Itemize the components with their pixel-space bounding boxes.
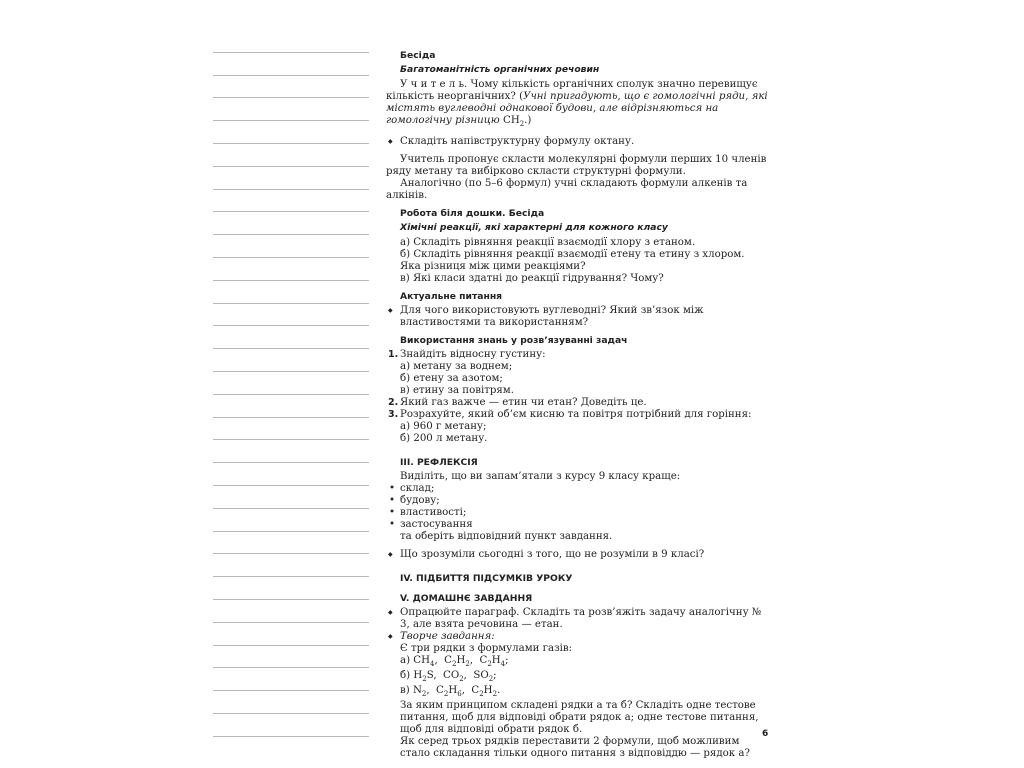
task-3-b: б) 200 л метану. — [400, 433, 488, 445]
note-line — [213, 440, 369, 463]
note-line — [213, 53, 369, 76]
paragraph-alkenes: Аналогічно (по 5–6 формул) учні складають формули алкенів та алкінів. — [386, 178, 748, 202]
reflection-item: • склад; — [386, 483, 768, 495]
row-a: а) $CH_4$, $C_2H_2$, $C_2H_4$; — [400, 655, 509, 669]
homework-question-1: За яким принципом складені рядки а та б? Складіть одне тестове питання, щоб для відповіді обрати рядок а; одне тестове питання, щоб для відповіді обрати рядок б. — [400, 700, 759, 736]
note-line — [213, 395, 369, 418]
heading-summary: IV. ПІДБИТТЯ ПІДСУМКІВ УРОКУ — [400, 573, 573, 585]
reflection-item: • застосування — [386, 519, 768, 531]
task-octane: ◆ Складіть напівструктурну формулу октану. — [386, 136, 768, 148]
note-line — [213, 190, 369, 213]
homework-creative: ◆ Творче завдання: — [386, 631, 768, 643]
notes-lines — [213, 30, 369, 737]
heading-actual: Актуальне питання — [400, 291, 503, 303]
note-line — [213, 623, 369, 646]
rows-intro: Є три рядки з формулами газів: — [400, 643, 573, 655]
reflection-question: ◆ Що зрозуміли сьогодні з того, що не розуміли в 9 класі? — [386, 549, 768, 561]
actual-question: ◆ Для чого використовують вуглеводні? Який зв’язок між властивостями та використанням? — [386, 305, 768, 329]
note-line — [213, 646, 369, 669]
task-1-a: а) метану за воднем; — [400, 361, 513, 373]
note-line — [213, 258, 369, 281]
teacher-question: У ч и т е л ь. Чому кількість органічних сполук значно перевищує кількість неорганічних? (Учні пригадують, що є гомологічні ряди, які містять вуглеводні однакової будови, але відрізняються на гомологічну різницю $CH_2$.) — [386, 79, 768, 129]
note-line — [213, 76, 369, 99]
task-3: 3. Розрахуйте, який об’єм кисню та повітря потрібний для горіння: — [388, 409, 752, 421]
reflection-item: • властивості; — [386, 507, 768, 519]
homework-question-2: Як серед трьох рядків переставити 2 формули, щоб можливим стало складання тільки одного питання з відповіддю — рядок а? — [400, 736, 750, 760]
note-line — [213, 167, 369, 190]
reflection-item: • будову; — [386, 495, 768, 507]
note-line — [213, 349, 369, 372]
homework-task-1: ◆ Опрацюйте параграф. Складіть та розв’яжіть задачу аналогічну № 3, але взята речовина — етан. — [386, 607, 768, 631]
note-line — [213, 281, 369, 304]
note-line — [213, 326, 369, 349]
subheading-diversity: Багатоманітність органічних речовин — [400, 64, 600, 75]
note-line — [213, 304, 369, 327]
note-line — [213, 691, 369, 714]
subheading-reactions: Хімічні реакції, які характерні для кожного класу — [400, 222, 668, 234]
heading-reflection: ІІІ. РЕФЛЕКСІЯ — [400, 457, 478, 469]
note-line — [213, 212, 369, 235]
task-1-b: б) етену за азотом; — [400, 373, 503, 385]
paragraph-methane: Учитель пропонує скласти молекулярні формули перших 10 членів ряду метану та вибірково скласти структурні формули. — [386, 154, 767, 178]
page-content — [386, 50, 768, 760]
note-line — [213, 486, 369, 509]
note-line — [213, 30, 369, 53]
note-line — [213, 98, 369, 121]
page-number: 6 — [762, 729, 769, 739]
task-1: 1. Знайдіть відносну густину: — [388, 349, 546, 361]
heading-tasks: Використання знань у розв’язуванні задач — [400, 335, 628, 347]
note-line — [213, 418, 369, 441]
row-c: в) $N_2$, $C_2H_6$, $C_2H_2$. — [400, 685, 501, 699]
note-line — [213, 509, 369, 532]
note-line — [213, 532, 369, 555]
note-line — [213, 144, 369, 167]
note-line — [213, 463, 369, 486]
item-c: в) Які класи здатні до реакції гідрування? Чому? — [400, 273, 664, 285]
heading-homework: V. ДОМАШНЄ ЗАВДАННЯ — [400, 593, 533, 605]
item-a: а) Складіть рівняння реакції взаємодії хлору з етаном. — [400, 237, 696, 249]
reflection-intro: Виділіть, що ви запам’ятали з курсу 9 класу краще: — [400, 471, 681, 483]
heading-beseda: Бесіда — [400, 50, 436, 61]
note-line — [213, 668, 369, 691]
reflection-outro: та оберіть відповідний пункт завдання. — [400, 531, 613, 543]
heading-board: Робота біля дошки. Бесіда — [400, 208, 545, 220]
task-3-a: а) 960 г метану; — [400, 421, 487, 433]
note-line — [213, 121, 369, 144]
task-1-c: в) етину за повітрям. — [400, 385, 514, 397]
note-line — [213, 235, 369, 258]
note-line — [213, 577, 369, 600]
item-b: б) Складіть рівняння реакції взаємодії етену та етину з хлором. Яка різниця між цими реакціями? — [400, 249, 745, 273]
note-line — [213, 600, 369, 623]
note-line — [213, 372, 369, 395]
note-line — [213, 554, 369, 577]
row-b: б) $H_2S$, $CO_2$, $SO_2$; — [400, 670, 497, 684]
task-2: 2. Який газ важче — етин чи етан? Доведіть це. — [388, 397, 647, 409]
note-line — [213, 714, 369, 737]
